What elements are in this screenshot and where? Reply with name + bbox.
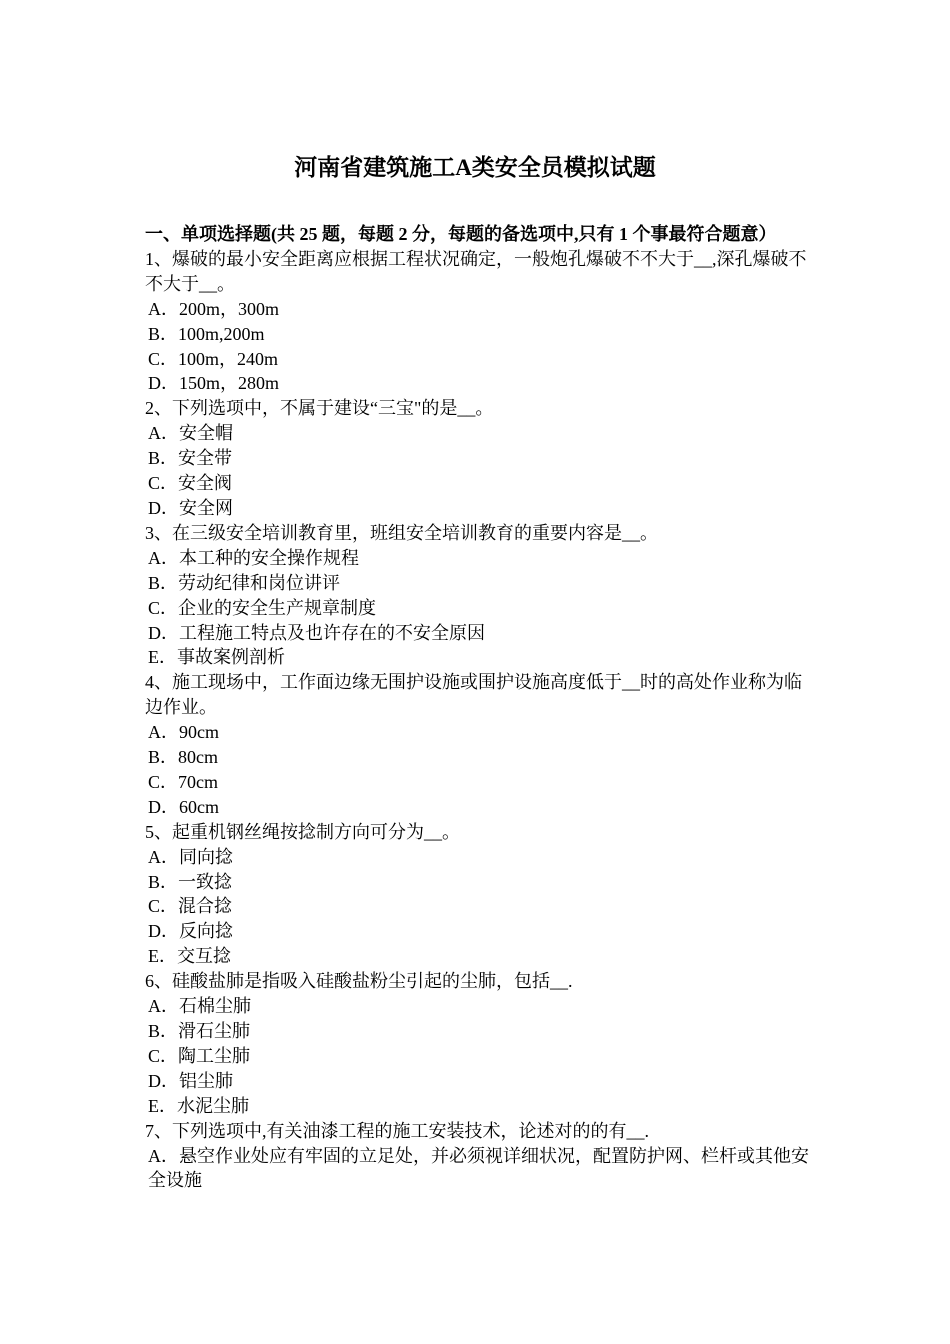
option-b: B．80cm bbox=[148, 747, 218, 768]
question-stem: 6、硅酸盐肺是指吸入硅酸盐粉尘引起的尘肺，包括__. bbox=[145, 971, 573, 992]
option-a: A．安全帽 bbox=[148, 423, 233, 444]
question-stem: 3、在三级安全培训教育里，班组安全培训教育的重要内容是__。 bbox=[145, 522, 658, 543]
question-6 bbox=[145, 969, 811, 1118]
question-4 bbox=[145, 670, 811, 819]
document-title: 河南省建筑施工A类安全员模拟试题 bbox=[294, 155, 656, 180]
question-stem: 1、爆破的最小安全距离应根据工程状况确定，一般炮孔爆破不不大于__,深孔爆破不不大于__。 bbox=[145, 248, 807, 294]
question-stem: 7、下列选项中,有关油漆工程的施工安装技术，论述对的的有__. bbox=[145, 1120, 649, 1141]
option-c: C．安全阀 bbox=[148, 473, 233, 494]
option-c: C．混合捻 bbox=[148, 896, 233, 917]
option-d: D．安全网 bbox=[148, 497, 233, 518]
option-b: B．劳动纪律和岗位讲评 bbox=[148, 572, 341, 593]
option-e: E．事故案例剖析 bbox=[148, 647, 285, 668]
option-d: D．工程施工特点及也许存在的不安全原因 bbox=[148, 622, 485, 643]
option-a: A．石棉尘肺 bbox=[148, 996, 251, 1017]
question-2 bbox=[145, 396, 811, 521]
option-c: C．100m，240m bbox=[148, 348, 279, 369]
document-body bbox=[145, 222, 811, 1193]
option-e: E．水泥尘肺 bbox=[148, 1095, 249, 1116]
option-a: A．悬空作业处应有牢固的立足处，并必须视详细状况，配置防护网、栏杆或其他安全设施 bbox=[148, 1145, 809, 1191]
option-a: A．90cm bbox=[148, 722, 219, 743]
option-b: B．滑石尘肺 bbox=[148, 1021, 251, 1041]
option-a: A．200m，300m bbox=[148, 298, 280, 319]
option-e: E．交互捻 bbox=[148, 946, 231, 967]
option-d: D．60cm bbox=[148, 796, 219, 817]
option-d: D．铝尘肺 bbox=[148, 1070, 233, 1091]
option-c: C．70cm bbox=[148, 771, 218, 792]
option-a: A．本工种的安全操作规程 bbox=[148, 547, 359, 568]
question-5 bbox=[145, 820, 811, 969]
question-7 bbox=[145, 1119, 811, 1194]
section-heading: 一、单项选择题(共 25 题，每题 2 分，每题的备选项中,只有 1 个事最符合题意） bbox=[145, 224, 777, 244]
question-stem: 2、下列选项中，不属于建设“三宝"的是__。 bbox=[145, 398, 494, 419]
option-a: A．同向捻 bbox=[148, 846, 233, 867]
question-1 bbox=[145, 247, 811, 396]
option-d: D．反向捻 bbox=[148, 921, 233, 942]
option-b: B．安全带 bbox=[148, 448, 233, 469]
option-d: D．150m，280m bbox=[148, 373, 280, 394]
question-3 bbox=[145, 521, 811, 670]
question-stem: 4、施工现场中，工作面边缘无围护设施或围护设施高度低于__时的高处作业称为临边作业。 bbox=[145, 672, 802, 718]
question-stem: 5、起重机钢丝绳按捻制方向可分为__。 bbox=[145, 821, 460, 842]
option-b: B．100m,200m bbox=[148, 323, 265, 344]
option-c: C．陶工尘肺 bbox=[148, 1045, 251, 1066]
option-b: B．一致捻 bbox=[148, 871, 233, 892]
option-c: C．企业的安全生产规章制度 bbox=[148, 597, 377, 618]
